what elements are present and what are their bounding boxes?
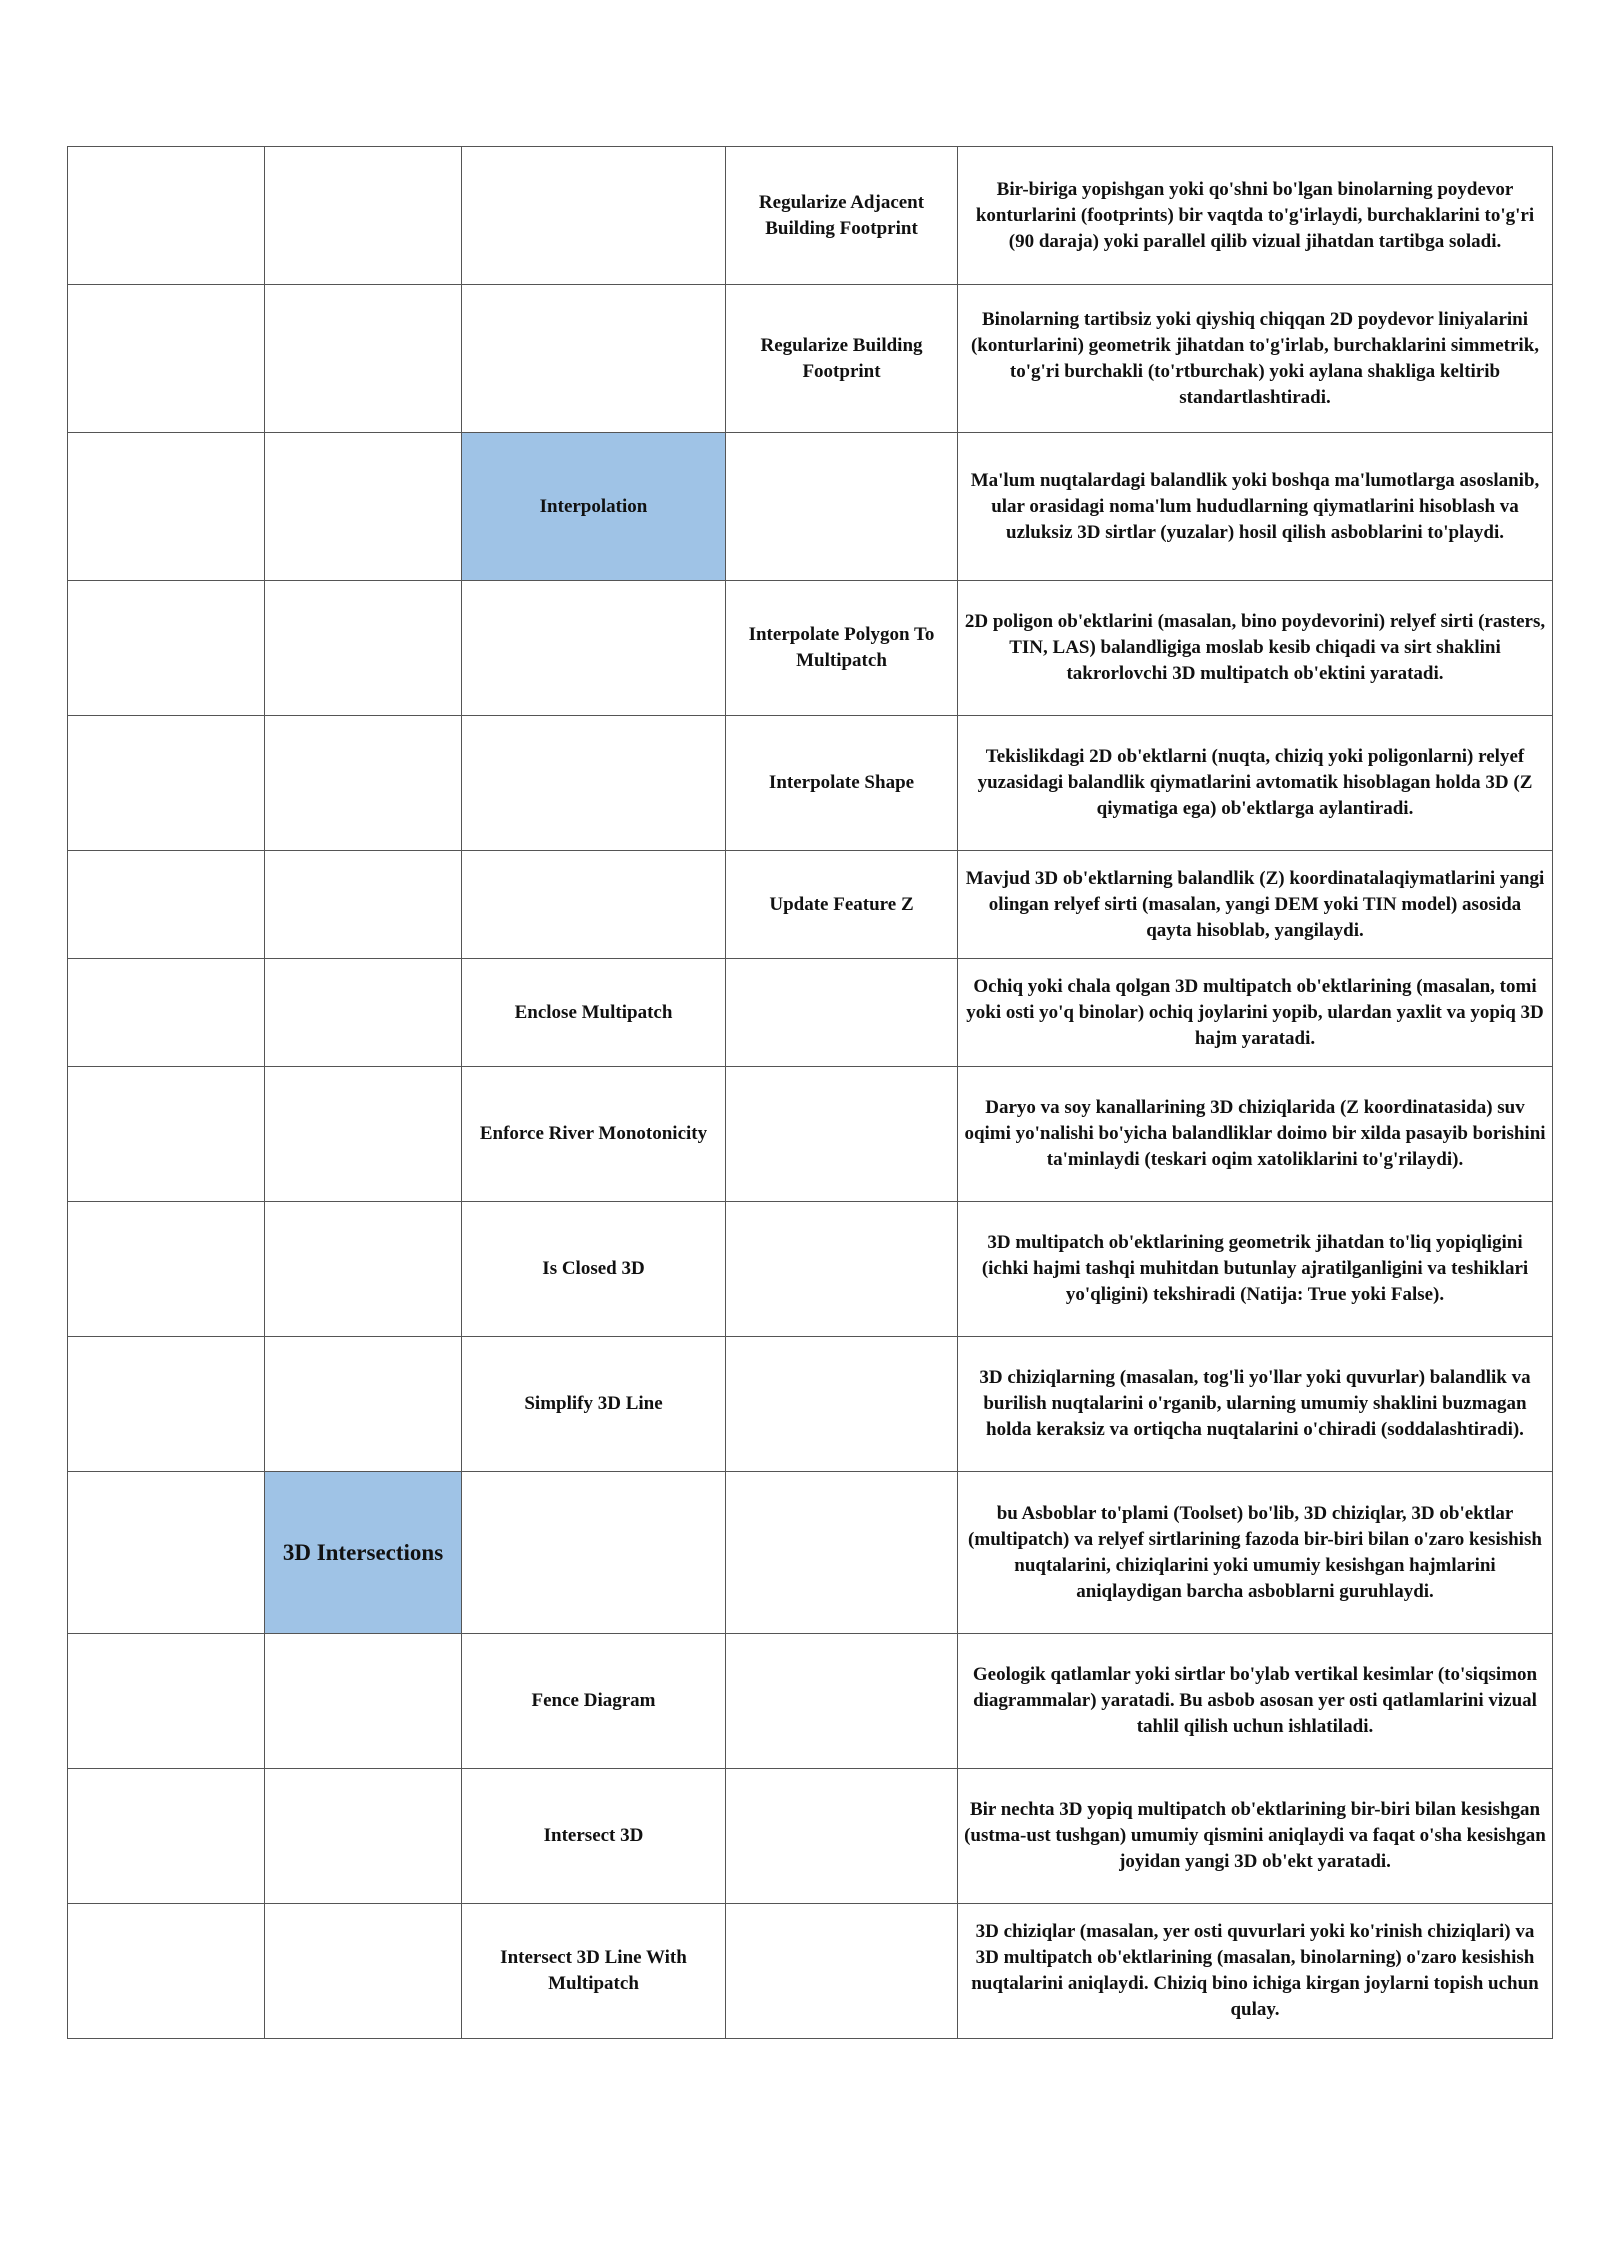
cell-tool-name: Intersect 3D	[462, 1769, 726, 1904]
cell-col1	[68, 1472, 265, 1634]
cell-col1	[68, 959, 265, 1067]
table-row	[68, 147, 1553, 285]
table-row	[68, 433, 1553, 581]
cell-col4	[726, 959, 958, 1067]
table-row	[68, 1202, 1553, 1337]
cell-col1	[68, 1337, 265, 1472]
cell-col2	[265, 1337, 462, 1472]
cell-col3	[462, 1472, 726, 1634]
cell-col2	[265, 433, 462, 581]
cell-description: 3D multipatch ob'ektlarining geometrik jihatdan to'liq yopiqligini (ichki hajmi tashqi muhitdan butunlay ajratilganligini va teshiklari yo'qligini) tekshiradi (Natija: True yoki False).	[958, 1202, 1553, 1337]
cell-col3	[462, 851, 726, 959]
cell-tool-name: Regularize Adjacent Building Footprint	[726, 147, 958, 285]
cell-toolset-name: 3D Intersections	[265, 1472, 462, 1634]
cell-tool-name: Simplify 3D Line	[462, 1337, 726, 1472]
cell-col2	[265, 1067, 462, 1202]
cell-col2	[265, 1202, 462, 1337]
cell-tool-name: Enforce River Monotonicity	[462, 1067, 726, 1202]
cell-tool-name: Fence Diagram	[462, 1634, 726, 1769]
cell-col2	[265, 1634, 462, 1769]
cell-col3	[462, 147, 726, 285]
cell-col3	[462, 581, 726, 716]
cell-col1	[68, 851, 265, 959]
cell-tool-name: Is Closed 3D	[462, 1202, 726, 1337]
table-row	[68, 1904, 1553, 2039]
cell-col2	[265, 147, 462, 285]
table-row	[68, 1472, 1553, 1634]
table-row	[68, 1337, 1553, 1472]
cell-col4	[726, 1337, 958, 1472]
table-row	[68, 1067, 1553, 1202]
cell-col4	[726, 1904, 958, 2039]
cell-col1	[68, 716, 265, 851]
cell-description: 2D poligon ob'ektlarini (masalan, bino poydevorini) relyef sirti (rasters, TIN, LAS) balandligiga moslab kesib chiqadi va sirt shaklini takrorlovchi 3D multipatch ob'ektini yaratadi.	[958, 581, 1553, 716]
cell-tool-name: Regularize Building Footprint	[726, 285, 958, 433]
cell-tool-name: Update Feature Z	[726, 851, 958, 959]
cell-col1	[68, 581, 265, 716]
cell-description: 3D chiziqlarning (masalan, tog'li yo'llar yoki quvurlar) balandlik va burilish nuqtalarini o'rganib, ularning umumiy shaklini buzmagan holda keraksiz va ortiqcha nuqtalarini o'chiradi (soddalashtiradi).	[958, 1337, 1553, 1472]
cell-col1	[68, 1904, 265, 2039]
cell-col1	[68, 147, 265, 285]
table-row	[68, 581, 1553, 716]
table-row	[68, 285, 1553, 433]
cell-tool-name: Intersect 3D Line With Multipatch	[462, 1904, 726, 2039]
cell-description: 3D chiziqlar (masalan, yer osti quvurlari yoki ko'rinish chiziqlari) va 3D multipatch ob'ektlarining (masalan, binolarning) o'zaro kesishish nuqtalarini aniqlaydi. Chiziq bino ichiga kirgan joylarni topish uchun qulay.	[958, 1904, 1553, 2039]
cell-description: Binolarning tartibsiz yoki qiyshiq chiqqan 2D poydevor liniyalarini (konturlarini) geometrik jihatdan to'g'irlab, burchaklarini simmetrik, to'g'ri burchakli (to'rtburchak) yoki aylana shakliga keltirib standartlashtiradi.	[958, 285, 1553, 433]
cell-col2	[265, 285, 462, 433]
cell-col1	[68, 1067, 265, 1202]
cell-description: Ma'lum nuqtalardagi balandlik yoki boshqa ma'lumotlarga asoslanib, ular orasidagi noma'lum hududlarning qiymatlarini hisoblash va uzluksiz 3D sirtlar (yuzalar) hosil qilish asboblarini to'playdi.	[958, 433, 1553, 581]
cell-col4	[726, 1769, 958, 1904]
cell-col2	[265, 1904, 462, 2039]
cell-col2	[265, 581, 462, 716]
cell-toolset-name: Interpolation	[462, 433, 726, 581]
cell-description: Daryo va soy kanallarining 3D chiziqlarida (Z koordinatasida) suv oqimi yo'nalishi bo'yicha balandliklar doimo bir xilda pasayib borishini ta'minlaydi (teskari oqim xatoliklarini to'g'rilaydi).	[958, 1067, 1553, 1202]
cell-col2	[265, 959, 462, 1067]
cell-col2	[265, 1769, 462, 1904]
tools-table	[67, 146, 1553, 2039]
table-row	[68, 1634, 1553, 1769]
cell-description: Mavjud 3D ob'ektlarning balandlik (Z) koordinatalaqiymatlarini yangi olingan relyef sirti (masalan, yangi DEM yoki TIN model) asosida qayta hisoblab, yangilaydi.	[958, 851, 1553, 959]
cell-tool-name	[726, 433, 958, 581]
cell-col2	[265, 851, 462, 959]
cell-description: bu Asboblar to'plami (Toolset) bo'lib, 3D chiziqlar, 3D ob'ektlar (multipatch) va relyef sirtlarining fazoda bir-biri bilan o'zaro kesishish nuqtalarini, chiziqlarini yoki umumiy kesishgan hajmlarini aniqlaydigan barcha asboblarni guruhlaydi.	[958, 1472, 1553, 1634]
cell-description: Ochiq yoki chala qolgan 3D multipatch ob'ektlarining (masalan, tomi yoki osti yo'q binolar) ochiq joylarini yopib, ulardan yaxlit va yopiq 3D hajm yaratadi.	[958, 959, 1553, 1067]
cell-col4	[726, 1472, 958, 1634]
table-row	[68, 851, 1553, 959]
cell-col1	[68, 433, 265, 581]
cell-col1	[68, 1769, 265, 1904]
cell-col1	[68, 1634, 265, 1769]
cell-tool-name: Interpolate Shape	[726, 716, 958, 851]
cell-tool-name: Enclose Multipatch	[462, 959, 726, 1067]
table-row	[68, 959, 1553, 1067]
cell-col1	[68, 1202, 265, 1337]
cell-description: Tekislikdagi 2D ob'ektlarni (nuqta, chiziq yoki poligonlarni) relyef yuzasidagi balandlik qiymatlarini avtomatik hisoblagan holda 3D (Z qiymatiga ega) ob'ektlarga aylantiradi.	[958, 716, 1553, 851]
cell-description: Bir nechta 3D yopiq multipatch ob'ektlarining bir-biri bilan kesishgan (ustma-ust tushgan) umumiy qismini aniqlaydi va faqat o'sha kesishgan joyidan yangi 3D ob'ekt yaratadi.	[958, 1769, 1553, 1904]
cell-col1	[68, 285, 265, 433]
cell-col3	[462, 716, 726, 851]
cell-description: Bir-biriga yopishgan yoki qo'shni bo'lgan binolarning poydevor konturlarini (footprints) bir vaqtda to'g'irlaydi, burchaklarini to'g'ri (90 daraja) yoki parallel qilib vizual jihatdan tartibga soladi.	[958, 147, 1553, 285]
cell-description: Geologik qatlamlar yoki sirtlar bo'ylab vertikal kesimlar (to'siqsimon diagrammalar) yaratadi. Bu asbob asosan yer osti qatlamlarini vizual tahlil qilish uchun ishlatiladi.	[958, 1634, 1553, 1769]
table-row	[68, 1769, 1553, 1904]
cell-col4	[726, 1067, 958, 1202]
cell-col4	[726, 1202, 958, 1337]
cell-col4	[726, 1634, 958, 1769]
cell-tool-name: Interpolate Polygon To Multipatch	[726, 581, 958, 716]
cell-col3	[462, 285, 726, 433]
table-row	[68, 716, 1553, 851]
tools-table-body	[68, 147, 1553, 2039]
cell-col2	[265, 716, 462, 851]
